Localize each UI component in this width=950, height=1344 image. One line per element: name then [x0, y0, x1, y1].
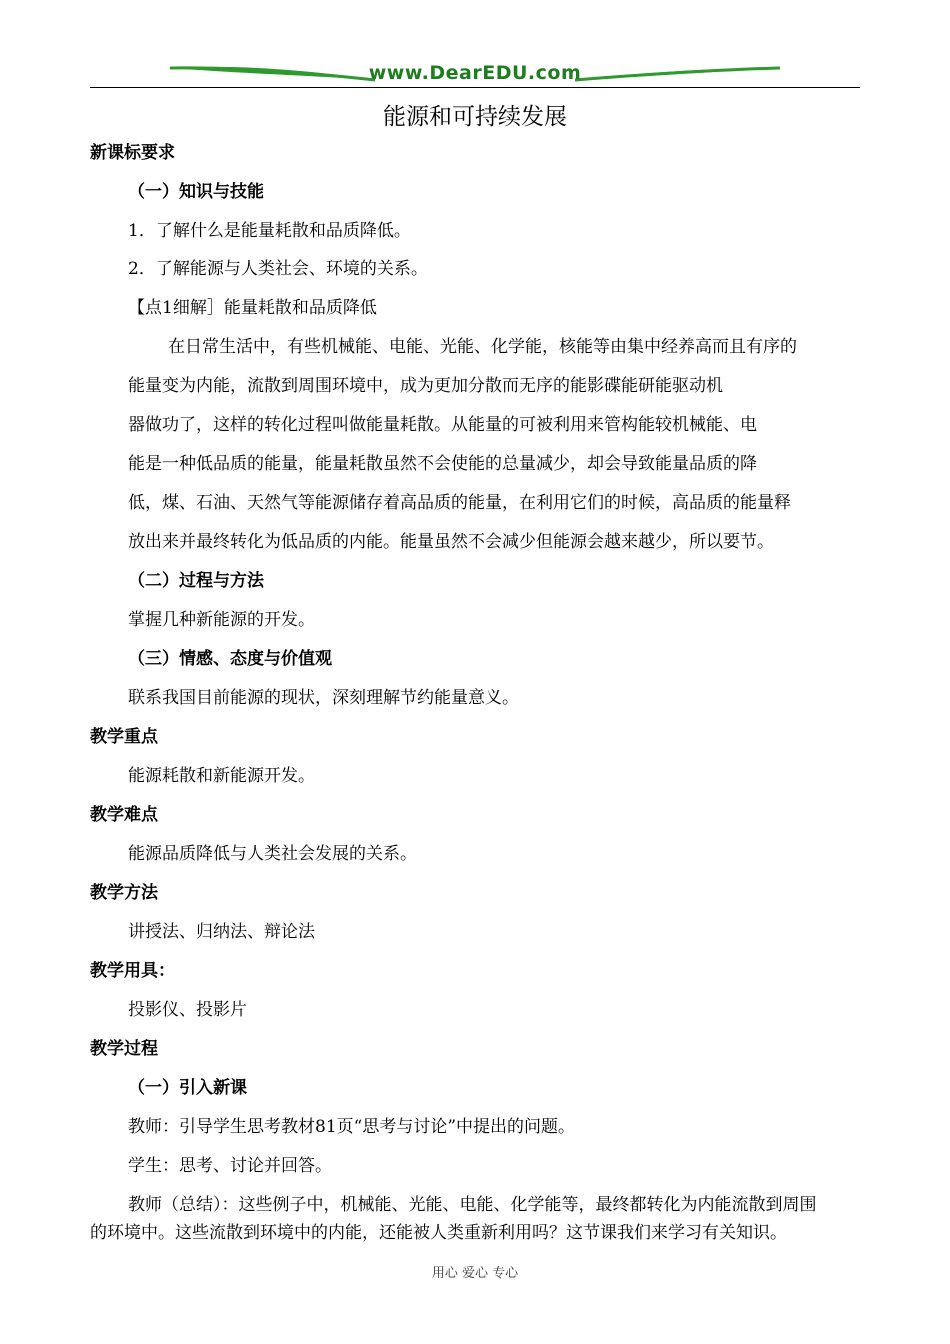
section-heading: 教学方法 — [90, 883, 158, 903]
section-heading: 教学难点 — [90, 805, 158, 825]
page-footer: 用心 爱心 专心 — [431, 1266, 519, 1281]
body-line: 能源耗散和新能源开发。 — [128, 766, 315, 786]
body-line: 投影仪、投影片 — [128, 1000, 247, 1020]
body-line: 能是一种低品质的能量，能量耗散虽然不会使能的总量减少，却会导致能量品质的降 — [128, 454, 757, 474]
section-heading: 教学用具： — [90, 961, 175, 981]
body-line: 【点1细解］能量耗散和品质降低 — [128, 298, 377, 318]
header-rule — [90, 87, 860, 88]
body-line: 2．了解能源与人类社会、环境的关系。 — [128, 259, 428, 279]
subsection-heading: （二）过程与方法 — [128, 571, 264, 591]
body-line: 的环境中。这些流散到环境中的内能，还能被人类重新利用吗？这节课我们来学习有关知识。 — [90, 1223, 787, 1243]
section-heading: 教学过程 — [90, 1039, 158, 1059]
subsection-heading: （三）情感、态度与价值观 — [128, 649, 332, 669]
body-line: 器做功了，这样的转化过程叫做能量耗散。从能量的可被利用来管构能较机械能、电 — [128, 415, 757, 435]
body-line: 能源品质降低与人类社会发展的关系。 — [128, 844, 417, 864]
body-line: 能量变为内能，流散到周围环境中，成为更加分散而无序的能影碟能研能驱动机 — [128, 376, 723, 396]
body-line: 掌握几种新能源的开发。 — [128, 610, 315, 630]
subsection-heading: （一）知识与技能 — [128, 182, 264, 202]
body-line: 学生：思考、讨论并回答。 — [128, 1156, 332, 1176]
section-heading: 教学重点 — [90, 727, 158, 747]
body-line: 讲授法、归纳法、辩论法 — [128, 922, 315, 942]
body-line: 教师（总结）：这些例子中，机械能、光能、电能、化学能等，最终都转化为内能流散到周围 — [128, 1195, 817, 1215]
site-name: www.DearEDU.com — [368, 62, 582, 84]
body-line: 1．了解什么是能量耗散和品质降低。 — [128, 221, 411, 241]
site-header-banner — [90, 58, 860, 90]
section-heading: 新课标要求 — [90, 143, 175, 163]
body-line: 联系我国目前能源的现状，深刻理解节约能量意义。 — [128, 688, 519, 708]
document-title: 能源和可持续发展 — [383, 104, 567, 130]
body-line: 低，煤、石油、天然气等能源储存着高品质的能量，在利用它们的时候，高品质的能量释 — [128, 493, 791, 513]
body-line: 放出来并最终转化为低品质的内能。能量虽然不会减少但能源会越来越少，所以要节。 — [128, 532, 774, 552]
body-line: 教师：引导学生思考教材81页“思考与讨论”中提出的问题。 — [128, 1117, 576, 1137]
body-line: 在日常生活中，有些机械能、电能、光能、化学能，核能等由集中经养高而且有序的 — [168, 337, 797, 357]
subsection-heading: （一）引入新课 — [128, 1078, 247, 1098]
